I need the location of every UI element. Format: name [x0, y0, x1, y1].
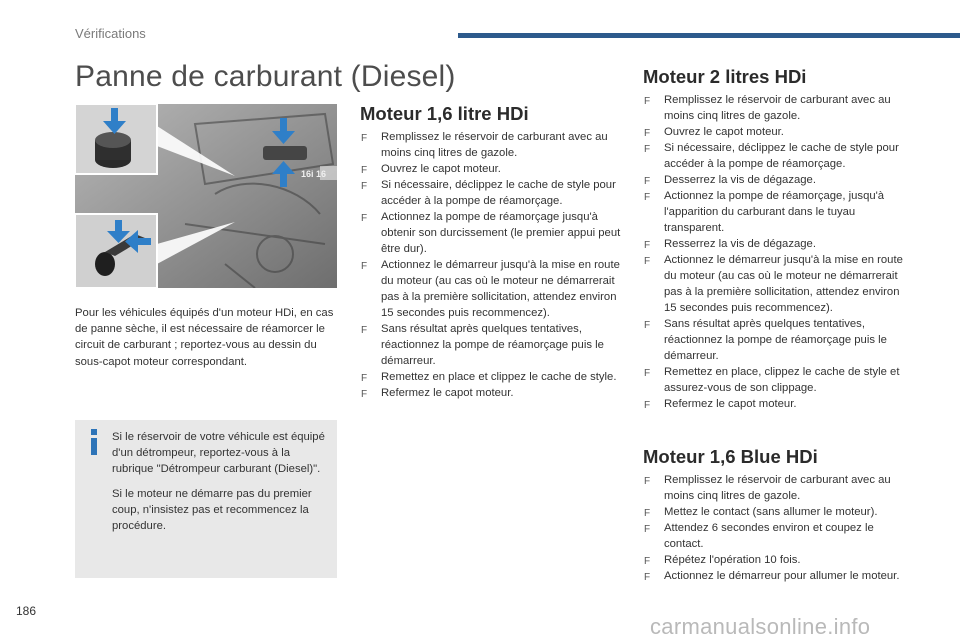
step-item — [360, 369, 625, 385]
step-item — [360, 257, 625, 321]
step-text: Ouvrez le capot moteur. — [664, 126, 784, 138]
checkbox-icon: F — [644, 524, 651, 535]
step-item — [360, 161, 625, 177]
checkbox-icon: F — [644, 476, 651, 487]
checkbox-icon: F — [361, 165, 368, 176]
step-item — [360, 385, 625, 401]
step-item — [643, 472, 908, 504]
header-bar — [458, 33, 960, 38]
step-item — [643, 396, 908, 412]
info-paragraph: Si le réservoir de votre véhicule est équipé d'un détrompeur, reportez-vous à la rubrique "Détrompeur carburant (Diesel)". — [112, 431, 325, 476]
step-item — [360, 177, 625, 209]
step-text: Resserrez la vis de dégazage. — [664, 238, 816, 250]
page-number: 186 — [16, 604, 37, 618]
checkbox-icon: F — [644, 96, 651, 107]
checkbox-icon: F — [361, 181, 368, 192]
step-item — [360, 321, 625, 369]
page-title: Panne de carburant (Diesel) — [75, 60, 456, 93]
step-text: Actionnez le démarreur jusqu'à la mise en route du moteur (au cas où le moteur ne démarrerait pas à la première sollicitation, attendez environ 15 secondes puis recommencez). — [664, 254, 903, 314]
checkbox-icon: F — [361, 325, 368, 336]
step-text: Remplissez le réservoir de carburant avec au moins cinq litres de gazole. — [381, 131, 608, 159]
step-item — [643, 520, 908, 552]
step-item — [643, 252, 908, 316]
checkbox-icon: F — [361, 389, 368, 400]
info-paragraph: Si le moteur ne démarre pas du premier coup, n'insistez pas et recommencez la procédure. — [112, 487, 312, 533]
checkbox-icon: F — [644, 144, 651, 155]
heading-engine-2l: Moteur 2 litres HDi — [643, 66, 807, 87]
info-text — [112, 429, 330, 534]
checkbox-icon: F — [644, 508, 651, 519]
step-item — [643, 236, 908, 252]
heading-engine-blue: Moteur 1,6 Blue HDi — [643, 446, 818, 467]
step-text: Refermez le capot moteur. — [664, 398, 797, 410]
step-text: Remettez en place et clippez le cache de style. — [381, 371, 617, 383]
step-text: Remplissez le réservoir de carburant avec au moins cinq litres de gazole. — [664, 94, 891, 122]
step-text: Mettez le contact (sans allumer le moteur). — [664, 506, 878, 518]
step-text: Actionnez le démarreur pour allumer le moteur. — [664, 570, 900, 582]
engine-photo — [75, 104, 337, 288]
step-text: Ouvrez le capot moteur. — [381, 163, 501, 175]
checkbox-icon: F — [644, 240, 651, 251]
checkbox-icon: F — [644, 320, 651, 331]
checkbox-icon: F — [644, 556, 651, 567]
step-text: Si nécessaire, déclippez le cache de style pour accéder à la pompe de réamorçage. — [381, 179, 616, 207]
step-item — [643, 124, 908, 140]
step-text: Sans résultat après quelques tentatives, réactionnez la pompe de réamorçage puis le démarreur. — [664, 318, 887, 362]
checkbox-icon: F — [644, 192, 651, 203]
checkbox-icon: F — [361, 213, 368, 224]
step-text: Actionnez le démarreur jusqu'à la mise en route du moteur (au cas où le moteur ne démarrerait pas à la première sollicitation, attendez environ 15 secondes puis recommencez). — [381, 259, 620, 319]
checkbox-icon: F — [361, 373, 368, 384]
checkbox-icon: F — [644, 256, 651, 267]
checkbox-icon: F — [644, 400, 651, 411]
intro-text: Pour les véhicules équipés d'un moteur HDi, en cas de panne sèche, il est nécessaire de réamorcer le circuit de carburant ; reportez-vous au dessin du sous-capot moteur correspondant. — [75, 307, 334, 368]
info-box — [75, 420, 337, 578]
step-item — [360, 209, 625, 257]
step-text: Répétez l'opération 10 fois. — [664, 554, 801, 566]
step-text: Actionnez la pompe de réamorçage jusqu'à obtenir son durcissement (le premier appui peut être dur). — [381, 211, 621, 255]
step-item — [643, 364, 908, 396]
step-text: Refermez le capot moteur. — [381, 387, 514, 399]
engine-code-label: 16i 16 — [301, 169, 327, 179]
checkbox-icon: F — [644, 176, 651, 187]
step-item — [643, 552, 908, 568]
step-item — [643, 188, 908, 236]
step-item — [643, 92, 908, 124]
steps-engine-2l — [643, 92, 908, 412]
step-text: Sans résultat après quelques tentatives, réactionnez la pompe de réamorçage puis le démarreur. — [381, 323, 604, 367]
steps-engine-blue — [643, 472, 908, 584]
info-icon — [88, 429, 100, 455]
checkbox-icon: F — [361, 261, 368, 272]
section-label: Vérifications — [75, 26, 146, 41]
step-text: Remettez en place, clippez le cache de style et assurez-vous de son clippage. — [664, 366, 900, 394]
checkbox-icon: F — [361, 133, 368, 144]
step-text: Desserrez la vis de dégazage. — [664, 174, 816, 186]
checkbox-icon: F — [644, 128, 651, 139]
step-item — [643, 316, 908, 364]
step-item — [360, 129, 625, 161]
step-text: Remplissez le réservoir de carburant avec au moins cinq litres de gazole. — [664, 474, 891, 502]
step-item — [643, 172, 908, 188]
step-item — [643, 504, 908, 520]
step-text: Attendez 6 secondes environ et coupez le contact. — [664, 522, 874, 550]
step-text: Actionnez la pompe de réamorçage, jusqu'à l'apparition du carburant dans le tuyau transparent. — [664, 190, 885, 234]
checkbox-icon: F — [644, 368, 651, 379]
step-item — [643, 568, 908, 584]
steps-engine-16 — [360, 129, 625, 401]
heading-engine-16: Moteur 1,6 litre HDi — [360, 103, 529, 124]
step-text: Si nécessaire, déclippez le cache de style pour accéder à la pompe de réamorçage. — [664, 142, 899, 170]
watermark: carmanualsonline.info — [650, 614, 871, 639]
step-item — [643, 140, 908, 172]
checkbox-icon: F — [644, 572, 651, 583]
